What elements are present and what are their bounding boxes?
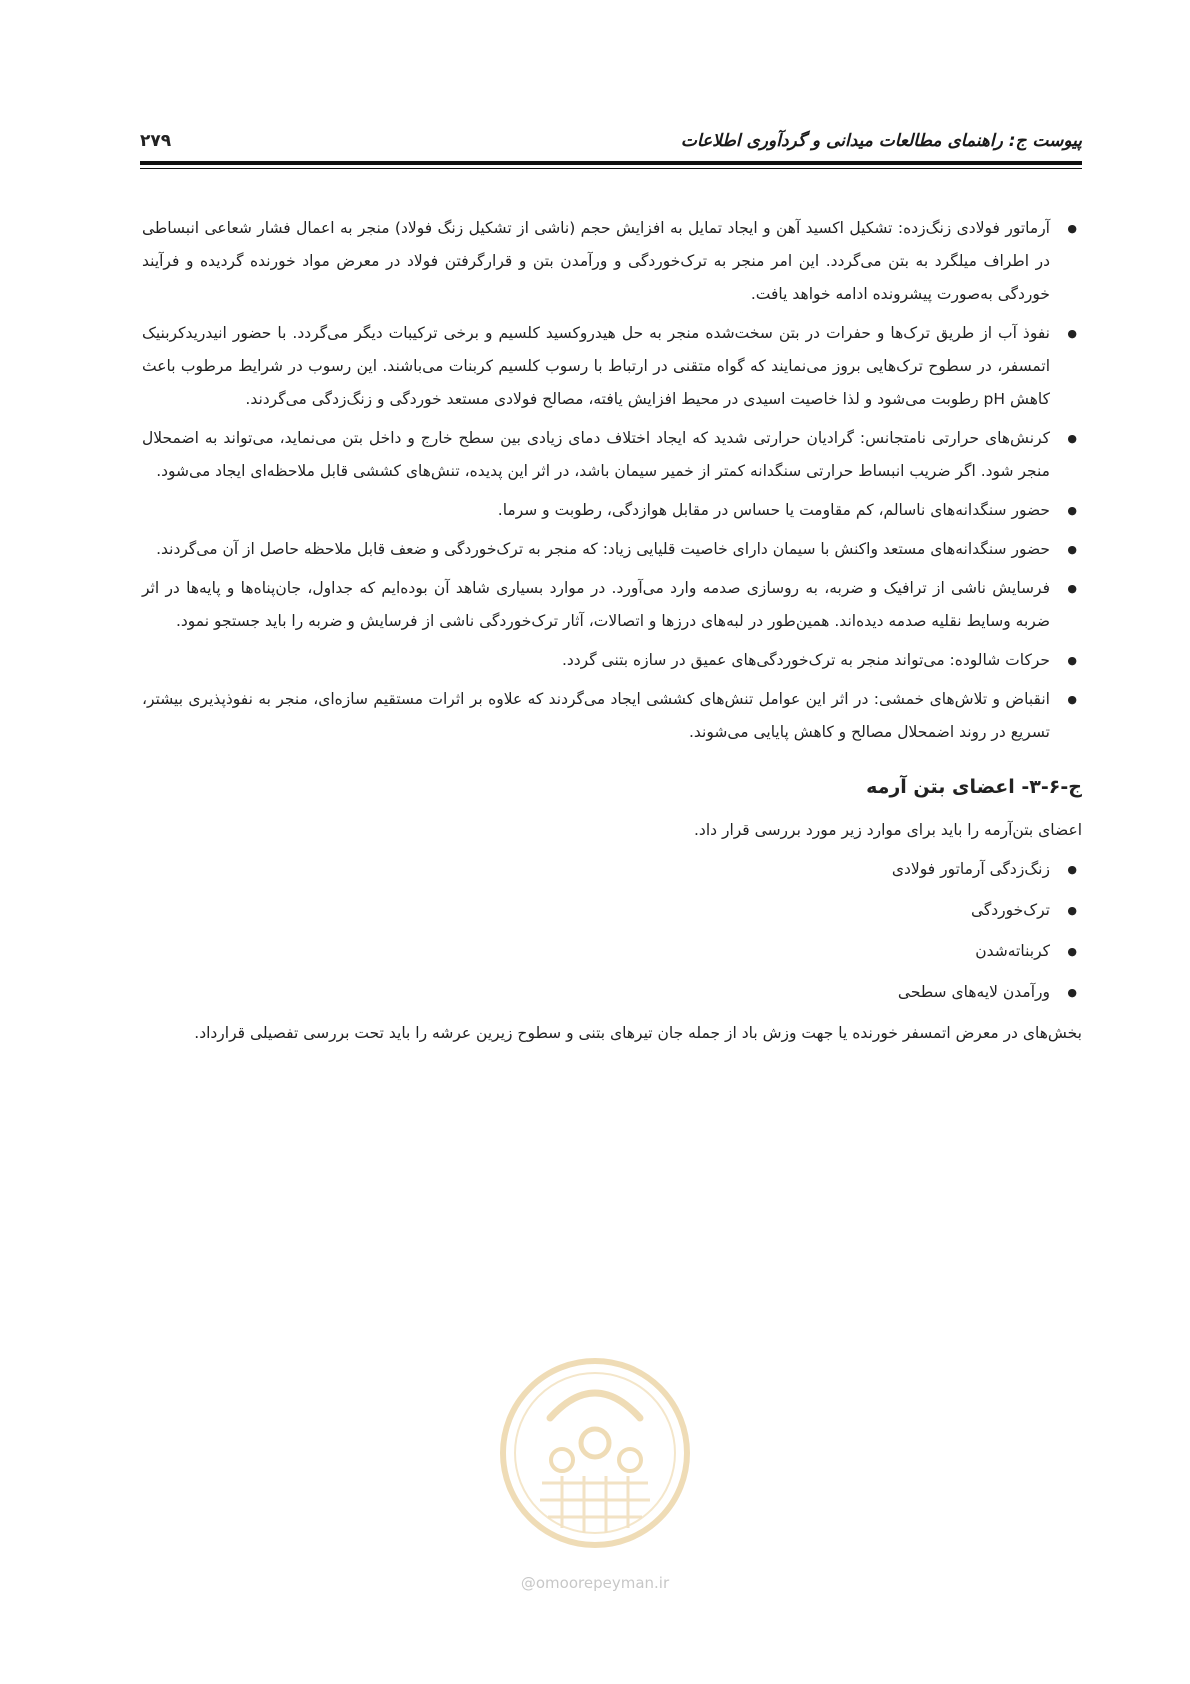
list-item: ● ترک‌خوردگی xyxy=(142,894,1082,927)
header-rule-thick xyxy=(140,161,1082,165)
page-number: ۲۷۹ xyxy=(140,131,172,151)
causes-list xyxy=(142,212,1082,749)
list-item: ● نفوذ آب از طریق ترک‌ها و حفرات در بتن سخت‌شده منجر به حل هیدروکسید کلسیم و برخی ترکیبات دیگر می‌گردد. با حضور انیدریدکربنیک اتمسفر، در سطوح ترک‌هایی بروز می‌نمایند که گواه متقنی در ارتباط با رسوب کلسیم کربنات می‌باشند. این رسوب در شرایط مرطوب باعث کاهش pH رطوبت می‌شود و لذا خاصیت اسیدی در محیط افزایش یافته، مصالح فولادی مستعد خوردگی و زنگ‌زدگی می‌گردند. xyxy=(142,317,1082,416)
body-content xyxy=(142,212,1082,1050)
list-item: ● ورآمدن لایه‌های سطحی xyxy=(142,976,1082,1009)
list-item: ● انقباض و تلاش‌های خمشی: در اثر این عوامل تنش‌های کششی ایجاد می‌گردند که علاوه بر اثرات مستقیم سازه‌ای، منجر به نفوذپذیری بیشتر، تسریع در روند اضمحلال مصالح و کاهش پایایی می‌شوند. xyxy=(142,683,1082,749)
inspection-items-list xyxy=(142,853,1082,1009)
watermark-text: @omoorepeyman.ir xyxy=(520,1574,670,1592)
list-item: ● حرکات شالوده: می‌تواند منجر به ترک‌خوردگی‌های عمیق در سازه بتنی گردد. xyxy=(142,644,1082,677)
header-rule-thin xyxy=(140,168,1082,169)
section-intro: اعضای بتن‌آرمه را باید برای موارد زیر مورد بررسی قرار داد. xyxy=(694,821,1082,839)
watermark-logo xyxy=(490,1348,700,1608)
running-title: پیوست ج: راهنمای مطالعات میدانی و گردآوری اطلاعات xyxy=(680,131,1082,151)
list-item: ● کربناته‌شدن xyxy=(142,935,1082,968)
list-item: ● کرنش‌های حرارتی نامتجانس: گرادیان حرارتی شدید که ایجاد اختلاف دمای زیادی بین سطح خارج و داخل بتن می‌نماید، می‌تواند به اضمحلال منجر شود. اگر ضریب انبساط حرارتی سنگدانه کمتر از خمیر سیمان باشد، در اثر این پدیده، تنش‌های کششی قابل ملاحظه‌ای ایجاد می‌شود. xyxy=(142,422,1082,488)
list-item: ● آرماتور فولادی زنگ‌زده: تشکیل اکسید آهن و ایجاد تمایل به افزایش حجم (ناشی از تشکیل زنگ فولاد) منجر به اعمال فشار شعاعی انبساطی در اطراف میلگرد به بتن می‌گردد. این امر منجر به ترک‌خوردگی و ورآمدن بتن و قرارگرفتن فولاد در معرض مواد خورنده گردیده و فرآیند خوردگی به‌صورت پیشرونده ادامه خواهد یافت. xyxy=(142,212,1082,311)
list-item: ● زنگ‌زدگی آرماتور فولادی xyxy=(142,853,1082,886)
list-item: ● فرسایش ناشی از ترافیک و ضربه، به روسازی صدمه وارد می‌آورد. در موارد بسیاری شاهد آن بوده‌ایم که جداول، جان‌پناه‌ها و پایه‌ها در اثر ضربه وسایط نقلیه صدمه دیده‌اند. همین‌طور در لبه‌های درزها و اتصالات، آثار ترک‌خوردگی ناشی از فرسایش و ضربه را باید جستجو نمود. xyxy=(142,572,1082,638)
closing-paragraph: بخش‌های در معرض اتمسفر خورنده یا جهت وزش باد از جمله جان تیرهای بتنی و سطوح زیرین عرشه را باید تحت بررسی تفصیلی قرارداد. xyxy=(194,1024,1082,1042)
list-item: ● حضور سنگدانه‌های مستعد واکنش با سیمان دارای خاصیت قلیایی زیاد: که منجر به ترک‌خوردگی و ضعف قابل ملاحظه حاصل از آن می‌گردند. xyxy=(142,533,1082,566)
list-item: ● حضور سنگدانه‌های ناسالم، کم مقاومت یا حساس در مقابل هوازدگی، رطوبت و سرما. xyxy=(142,494,1082,527)
seal-icon xyxy=(490,1348,700,1568)
section-heading: ج-۶-۳- اعضای بتن آرمه xyxy=(866,776,1082,798)
